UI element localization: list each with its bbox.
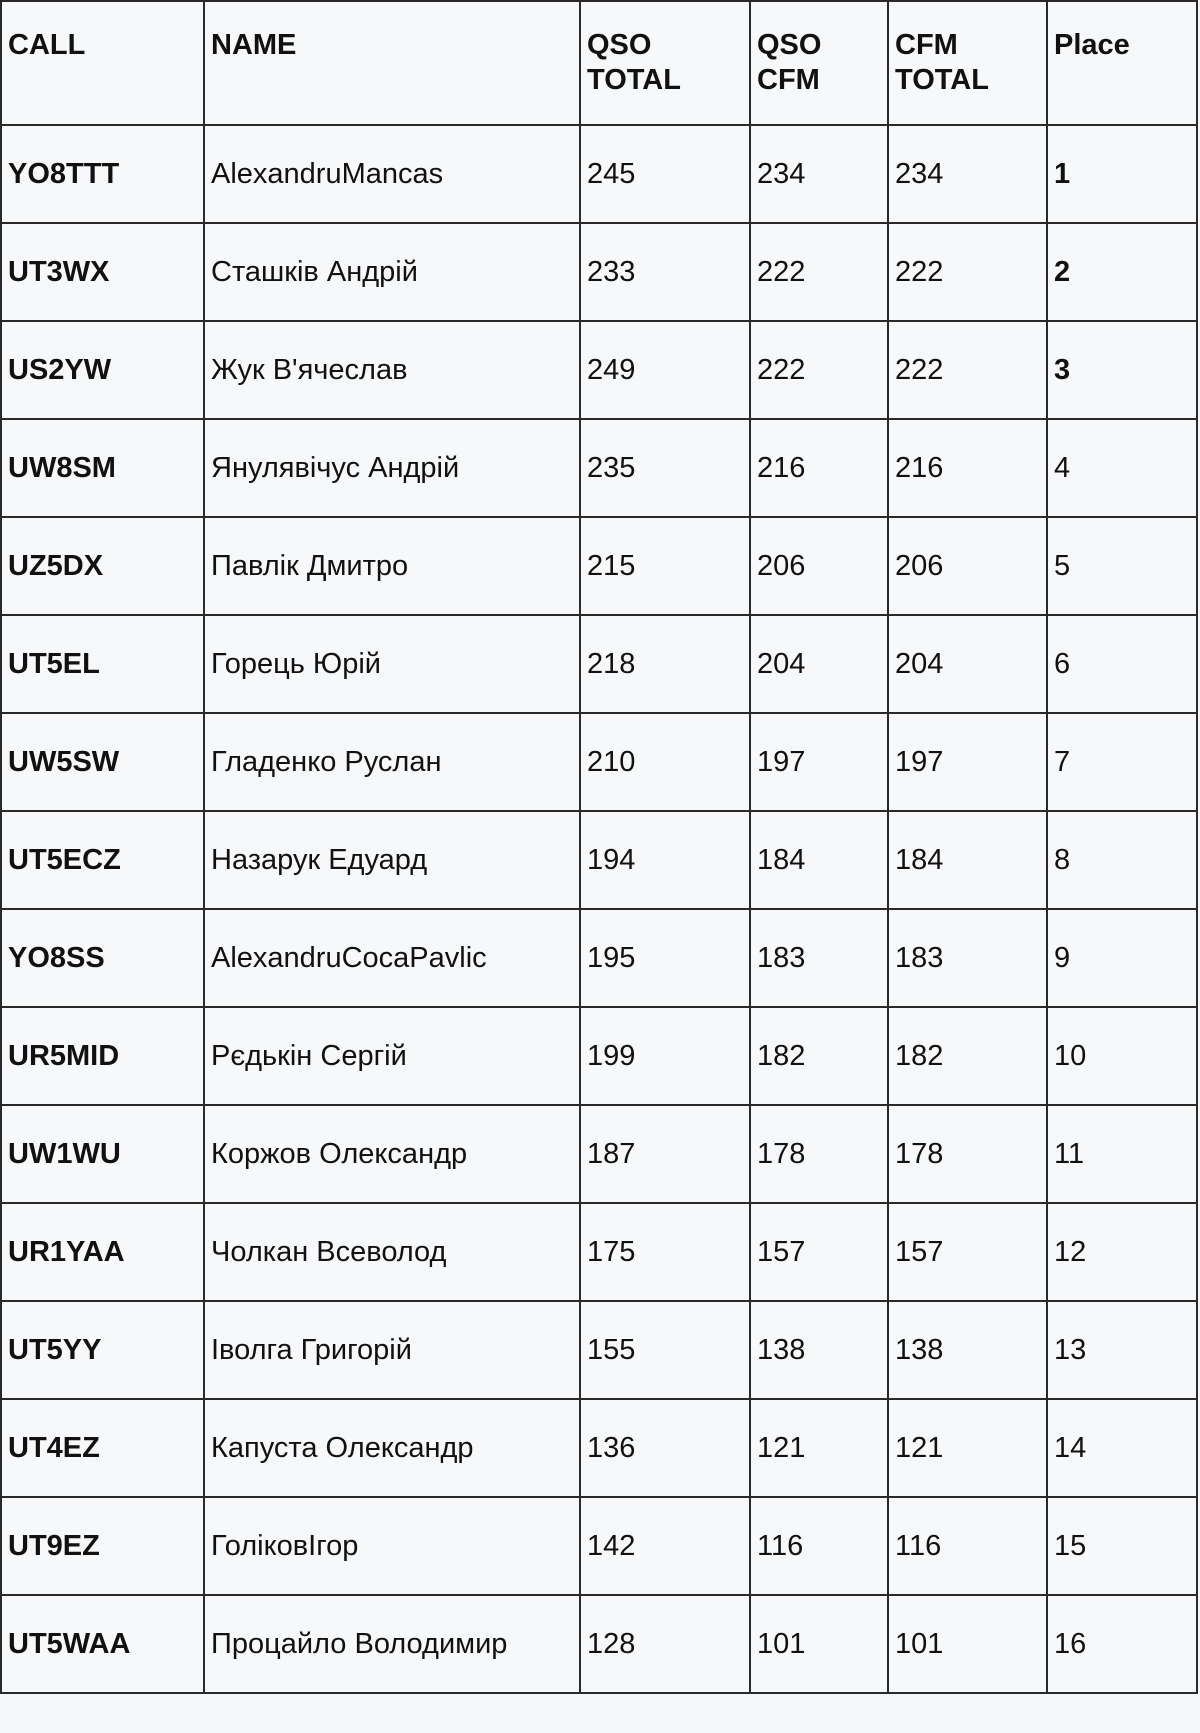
table-row <box>1 1399 1197 1497</box>
cell-call: UT5WAA <box>1 1595 204 1693</box>
cell-qso-total: 210 <box>580 713 750 811</box>
cell-name: Капуста Олександр <box>204 1399 580 1497</box>
cell-place: 9 <box>1047 909 1197 1007</box>
table-row <box>1 1007 1197 1105</box>
header-qso-total <box>580 1 750 125</box>
cell-qso-total: 245 <box>580 125 750 223</box>
table-row <box>1 223 1197 321</box>
cell-place: 3 <box>1047 321 1197 419</box>
cell-place: 12 <box>1047 1203 1197 1301</box>
table-row <box>1 1105 1197 1203</box>
header-qso-cfm-line1: QSO <box>757 29 822 61</box>
cell-cfm-total: 121 <box>888 1399 1047 1497</box>
cell-qso-total: 175 <box>580 1203 750 1301</box>
cell-qso-total: 128 <box>580 1595 750 1693</box>
header-cfm-total-line2: TOTAL <box>895 64 989 96</box>
cell-qso-cfm: 121 <box>750 1399 888 1497</box>
cell-name: Жук В'ячеслав <box>204 321 580 419</box>
cell-place: 8 <box>1047 811 1197 909</box>
table-row <box>1 909 1197 1007</box>
cell-qso-cfm: 197 <box>750 713 888 811</box>
cell-cfm-total: 182 <box>888 1007 1047 1105</box>
header-name: NAME <box>204 1 580 125</box>
cell-cfm-total: 197 <box>888 713 1047 811</box>
cell-name: Процайло Володимир <box>204 1595 580 1693</box>
cell-place: 4 <box>1047 419 1197 517</box>
cell-cfm-total: 183 <box>888 909 1047 1007</box>
cell-call: UT5YY <box>1 1301 204 1399</box>
cell-place: 5 <box>1047 517 1197 615</box>
cell-qso-cfm: 182 <box>750 1007 888 1105</box>
table-row <box>1 1595 1197 1693</box>
cell-place: 15 <box>1047 1497 1197 1595</box>
cell-place: 16 <box>1047 1595 1197 1693</box>
table-row <box>1 419 1197 517</box>
cell-name: Павлік Дмитро <box>204 517 580 615</box>
cell-qso-cfm: 216 <box>750 419 888 517</box>
cell-qso-total: 195 <box>580 909 750 1007</box>
cell-place: 14 <box>1047 1399 1197 1497</box>
cell-qso-total: 194 <box>580 811 750 909</box>
cell-cfm-total: 184 <box>888 811 1047 909</box>
cell-name: Горець Юрій <box>204 615 580 713</box>
cell-name: AlexandruCocaPavlic <box>204 909 580 1007</box>
cell-name: ГоліковІгор <box>204 1497 580 1595</box>
cell-place: 10 <box>1047 1007 1197 1105</box>
header-qso-total-line1: QSO <box>587 29 652 61</box>
cell-call: UW1WU <box>1 1105 204 1203</box>
cell-qso-total: 155 <box>580 1301 750 1399</box>
cell-call: UT3WX <box>1 223 204 321</box>
cell-qso-cfm: 234 <box>750 125 888 223</box>
cell-name: Іволга Григорій <box>204 1301 580 1399</box>
table-row <box>1 321 1197 419</box>
header-qso-cfm-line2: CFM <box>757 64 820 96</box>
cell-call: US2YW <box>1 321 204 419</box>
cell-name: Янулявічус Андрій <box>204 419 580 517</box>
cell-call: UR1YAA <box>1 1203 204 1301</box>
cell-qso-cfm: 101 <box>750 1595 888 1693</box>
cell-place: 7 <box>1047 713 1197 811</box>
cell-qso-cfm: 184 <box>750 811 888 909</box>
cell-qso-cfm: 157 <box>750 1203 888 1301</box>
cell-qso-total: 233 <box>580 223 750 321</box>
header-cfm-total-line1: CFM <box>895 29 958 61</box>
cell-call: UT5ECZ <box>1 811 204 909</box>
cell-cfm-total: 116 <box>888 1497 1047 1595</box>
cell-qso-cfm: 222 <box>750 321 888 419</box>
cell-cfm-total: 101 <box>888 1595 1047 1693</box>
cell-qso-total: 136 <box>580 1399 750 1497</box>
header-qso-total-line2: TOTAL <box>587 64 681 96</box>
cell-place: 2 <box>1047 223 1197 321</box>
cell-qso-total: 142 <box>580 1497 750 1595</box>
cell-call: UT5EL <box>1 615 204 713</box>
cell-name: AlexandruMancas <box>204 125 580 223</box>
table-row <box>1 1301 1197 1399</box>
cell-qso-total: 199 <box>580 1007 750 1105</box>
header-place: Place <box>1047 1 1197 125</box>
header-row <box>1 1 1197 125</box>
cell-place: 6 <box>1047 615 1197 713</box>
cell-place: 11 <box>1047 1105 1197 1203</box>
cell-qso-cfm: 204 <box>750 615 888 713</box>
table-row <box>1 713 1197 811</box>
cell-place: 13 <box>1047 1301 1197 1399</box>
cell-call: UW8SM <box>1 419 204 517</box>
cell-name: Сташків Андрій <box>204 223 580 321</box>
cell-qso-cfm: 178 <box>750 1105 888 1203</box>
cell-qso-cfm: 138 <box>750 1301 888 1399</box>
header-call: CALL <box>1 1 204 125</box>
cell-qso-total: 218 <box>580 615 750 713</box>
cell-qso-cfm: 222 <box>750 223 888 321</box>
cell-cfm-total: 234 <box>888 125 1047 223</box>
cell-call: YO8TTT <box>1 125 204 223</box>
table-row <box>1 1497 1197 1595</box>
cell-call: UW5SW <box>1 713 204 811</box>
cell-qso-cfm: 116 <box>750 1497 888 1595</box>
cell-cfm-total: 222 <box>888 321 1047 419</box>
table-header <box>1 1 1197 125</box>
cell-cfm-total: 157 <box>888 1203 1047 1301</box>
cell-qso-total: 187 <box>580 1105 750 1203</box>
cell-name: Назарук Едуард <box>204 811 580 909</box>
cell-qso-total: 235 <box>580 419 750 517</box>
cell-call: UZ5DX <box>1 517 204 615</box>
cell-cfm-total: 216 <box>888 419 1047 517</box>
cell-cfm-total: 222 <box>888 223 1047 321</box>
header-qso-cfm <box>750 1 888 125</box>
table-row <box>1 615 1197 713</box>
cell-call: UT9EZ <box>1 1497 204 1595</box>
table-row <box>1 125 1197 223</box>
table-body <box>1 125 1197 1693</box>
cell-qso-cfm: 183 <box>750 909 888 1007</box>
cell-name: Чолкан Всеволод <box>204 1203 580 1301</box>
cell-cfm-total: 204 <box>888 615 1047 713</box>
cell-place: 1 <box>1047 125 1197 223</box>
table-row <box>1 517 1197 615</box>
table-row <box>1 1203 1197 1301</box>
header-cfm-total <box>888 1 1047 125</box>
cell-cfm-total: 206 <box>888 517 1047 615</box>
cell-call: UR5MID <box>1 1007 204 1105</box>
cell-qso-total: 215 <box>580 517 750 615</box>
cell-cfm-total: 138 <box>888 1301 1047 1399</box>
table-row <box>1 811 1197 909</box>
cell-name: Коржов Олександр <box>204 1105 580 1203</box>
cell-qso-total: 249 <box>580 321 750 419</box>
cell-name: Гладенко Руслан <box>204 713 580 811</box>
cell-call: UT4EZ <box>1 1399 204 1497</box>
cell-cfm-total: 178 <box>888 1105 1047 1203</box>
cell-qso-cfm: 206 <box>750 517 888 615</box>
cell-call: YO8SS <box>1 909 204 1007</box>
cell-name: Рєдькін Сергій <box>204 1007 580 1105</box>
